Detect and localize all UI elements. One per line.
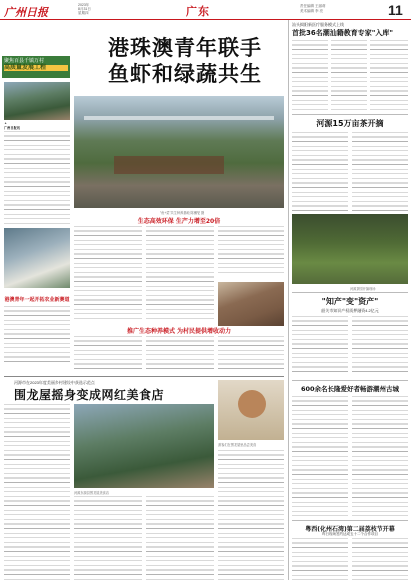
text-column	[292, 132, 348, 212]
food-photo-caption: 游客们在围龙屋里品尝美食	[218, 443, 257, 447]
portrait-photo	[4, 82, 70, 120]
lead-subhead-1: 生态高效环保 生产力增至20倍	[137, 218, 221, 225]
text-column	[292, 40, 328, 110]
greenhouse-roof	[84, 116, 274, 120]
editor-line: 美术编辑 李 亮	[300, 8, 323, 13]
section-divider	[292, 292, 408, 293]
newspaper-logo: 广州日报	[4, 7, 48, 19]
section-title: 广东	[186, 5, 210, 18]
text-column	[292, 316, 348, 376]
fish-tanks	[114, 156, 224, 174]
right-subhead-5: 昨日现场签约达成五十二个合作项目	[322, 532, 378, 536]
right-headline-2: 河源15万亩茶开摘	[316, 119, 384, 128]
text-column	[4, 306, 70, 366]
portrait-caption: ▲	[4, 121, 8, 125]
lead-photo-caption: "鱼+菜"共生种养基地 陈骥旻 摄	[160, 211, 205, 215]
tea-photo-caption: 河源茶园开摘现场	[350, 287, 376, 291]
farmer-photo	[218, 282, 284, 326]
text-column	[4, 404, 70, 580]
secondary-photo	[4, 228, 70, 288]
text-lines	[4, 131, 70, 226]
right-subhead-3: 韶关市知识产权质押融资4.2亿元	[321, 308, 379, 313]
feature-headline: 围龙屋摇身变成网红美食店	[14, 388, 165, 402]
text-column	[74, 496, 142, 580]
text-column	[352, 396, 408, 516]
tea-garden-photo	[292, 214, 408, 284]
food-plate	[238, 390, 266, 418]
text-column	[218, 226, 284, 276]
date-line: 2023年	[78, 3, 90, 7]
headline-line: 鱼虾和绿蔬共生	[108, 62, 262, 86]
text-column	[218, 450, 284, 580]
text-column	[292, 396, 348, 516]
column-divider	[288, 20, 289, 580]
food-photo	[218, 380, 284, 440]
text-column	[370, 40, 408, 110]
text-column	[352, 316, 408, 376]
masthead-date	[78, 3, 118, 15]
village-photo-caption: 河源东源县围龙屋美食店	[74, 491, 110, 495]
section-divider	[292, 380, 408, 381]
text-column	[146, 336, 214, 372]
lead-headline	[90, 35, 280, 87]
page-number: 11	[388, 2, 403, 18]
text-column	[331, 40, 367, 110]
date-line: 8月31日	[78, 7, 91, 11]
text-column	[352, 132, 408, 212]
right-headline-4: 600余名长隆爱好者畅游潮州古城	[300, 385, 400, 393]
text-column	[292, 538, 348, 582]
badge-line: 聚焦百县千镇万村	[4, 58, 45, 64]
text-column	[74, 226, 142, 322]
feature-divider	[4, 376, 284, 377]
village-photo	[74, 404, 214, 488]
lead-subhead-3: 推广生态种养模式 为村民提供增收动力	[126, 328, 232, 335]
column-badge	[2, 56, 70, 78]
editor-line: 责任编辑 王丽莉	[300, 4, 326, 8]
right-headline-1: 首批36名潮汕籍教育专家"入库"	[292, 29, 394, 37]
badge-line: 高质量发展工程	[4, 65, 68, 71]
text-column	[218, 336, 284, 372]
date-line: 星期四	[78, 11, 89, 15]
lead-subhead-2: 港澳青年一起开拓农业新赛道	[4, 297, 70, 303]
masthead-editors	[300, 4, 380, 13]
right-headline-3: "知产"变"资产"	[321, 297, 379, 306]
text-column	[146, 226, 214, 322]
text-column	[352, 538, 408, 582]
intro-text	[4, 126, 70, 226]
section-divider	[292, 520, 408, 521]
text-column	[146, 496, 214, 580]
section-divider	[292, 114, 408, 115]
right-headline-5: 粤西(化州石湾)第二届荔枝节开幕	[305, 526, 395, 533]
text-column	[74, 336, 142, 372]
feature-kicker: 河源市在2023年度美丽乡村建设中获选示范点	[14, 380, 95, 385]
lead-photo	[74, 96, 284, 208]
headline-line: 港珠澳青年联手	[108, 36, 262, 60]
right-kicker: 汕头揭阳新医疗服务模式上线	[292, 22, 344, 27]
intro-kicker: 广州日报讯	[4, 126, 20, 130]
masthead-rule	[0, 19, 411, 20]
